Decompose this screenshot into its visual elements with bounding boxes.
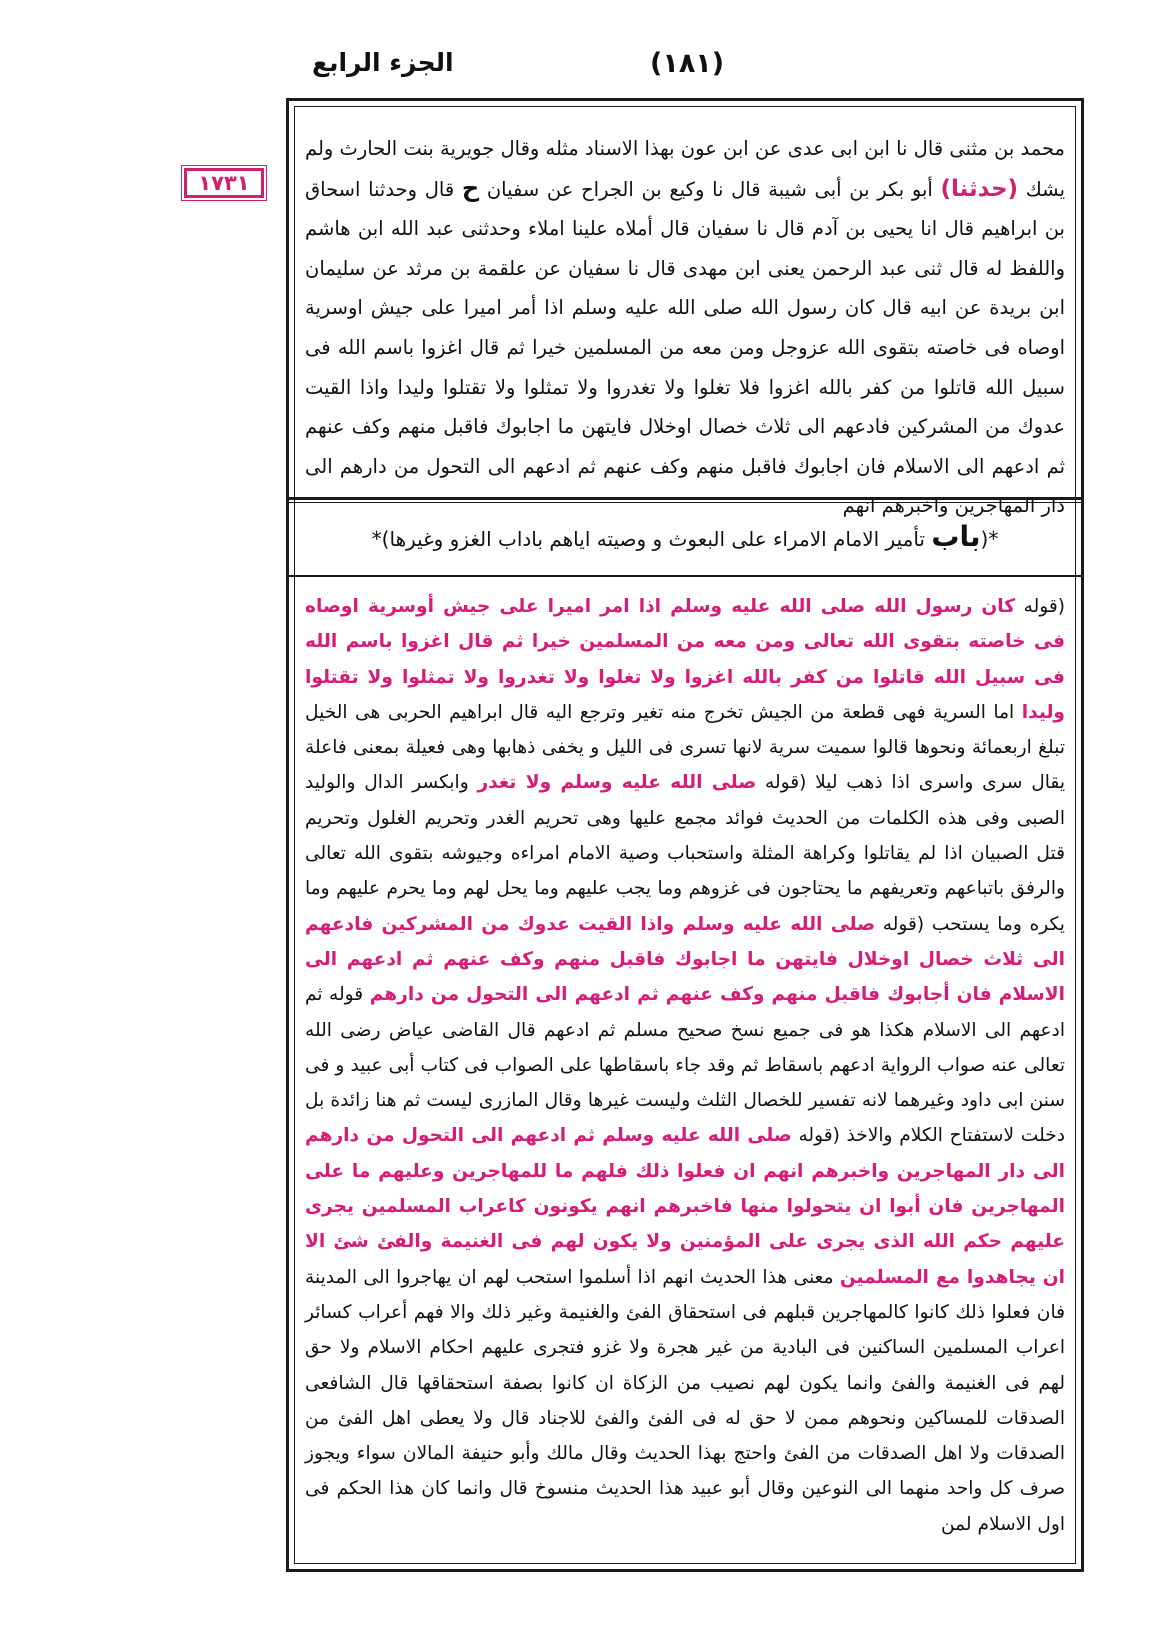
- tahwil-marker: ح: [461, 173, 480, 202]
- hadith-isnad-1: محمد بن مثنى قال نا ابن ابى عدى عن ابن عون بهذا الاسناد مثله وقال جويرية بنت الحارث ولم يشك: [305, 137, 1065, 201]
- chapter-open-mark: *(: [980, 527, 999, 551]
- commentary-quoted-hadith: كان رسول الله صلى الله عليه وسلم اذا امر اميرا على جيش أوسرية اوصاه فى خاصته بتقوى الله تعالى ومن معه من المسلمين خيرا ثم قال اغزوا باسم الله فى سبيل الله قاتلوا من كفر بالله اغزوا ولا تغلوا ولا تغدروا ولا تمثلوا ولا تقتلوا وليدا: [305, 596, 1065, 723]
- section-divider-bottom: [289, 575, 1081, 577]
- chapter-bab-word: باب: [931, 520, 981, 553]
- hadith-isnad-2: أبو بكر بن أبى شيبة قال نا وكيع بن الجراح عن سفيان: [479, 177, 941, 201]
- hadith-body: قال وحدثنا اسحاق بن ابراهيم قال انا يحيى بن آدم قال نا سفيان قال أملاه علينا املاء وحدثنى عبد الله ابن هاشم واللفظ له قال ثنى عبد الرحمن يعنى ابن مهدى قال نا سفيان عن علقمة بن مرثد عن سليمان ابن بريدة عن ابيه قال كان رسول الله صلى الله عليه وسلم اذا أمر اميرا على جيش اوسرية اوصاه فى خاصته بتقوى الله عزوجل ومن معه من المسلمين خيرا ثم قال اغزوا باسم الله فى سبيل الله قاتلوا من كفر بالله اغزوا فلا تغلوا ولا تغدروا ولا تمثلوا ولا تقتلوا وليدا واذا القيت عدوك من المشركين فادعهم الى ثلاث خصال اوخلال فايتهن ما اجابوك فاقبل منهم وكف عنهم ثم ادعهم الى الاسلام فان اجابوك فاقبل منهم وكف عنهم ثم ادعهم الى التحول من دارهم الى دار المهاجرين واخبرهم انهم: [305, 177, 1065, 518]
- commentary-segment: اما السرية فهى قطعة من الجيش تخرج منه تغير وترجع اليه قال ابراهيم الحربى هى الخيل تبلغ اربعمائة ونحوها قالوا سميت سرية لانها تسرى فى الليل و يخفى ذهابها وهى فعيلة بمعنى فاعلة يقال سرى واسرى اذا ذهب ليلا (قوله: [305, 701, 1065, 794]
- page-frame: [286, 98, 1084, 1572]
- section-divider-top: [289, 497, 1081, 503]
- commentary-quoted-hadith: صلى الله عليه وسلم ثم ادعهم الى التحول من دارهم الى دار المهاجرين واخبرهم انهم ان فعلوا ذلك فلهم ما للمهاجرين وعليهم ما على المهاجرين فان أبوا ان يتحولوا منها فاخبرهم انهم يكونون كاعراب المسلمين يجرى عليهم حكم الله الذى يجرى على المؤمنين ولا يكون لهم فى الغنيمة والفئ شئ الا ان يجاهدوا مع المسلمين: [305, 1125, 1065, 1288]
- hadith-text-block: [305, 129, 1065, 526]
- commentary-text-block: [305, 589, 1065, 1542]
- book-part-label: الجزء الرابع: [312, 48, 454, 77]
- commentary-segment: قوله ثم ادعهم الى الاسلام هكذا هو فى جميع نسخ صحيح مسلم ثم ادعهم قال القاضى عياض رضى الله تعالى عنه صواب الرواية ادعهم باسقاط ثم وقد جاء باسقاطها على الصواب فى كتاب أبى عبيد و فى سنن ابى داود وغيرهما لانه تفسير للخصال الثلث وليست غيرها وقال المازرى ليست ثم هنا زائدة بل دخلت لاستفتاح الكلام والاخذ (قوله: [305, 984, 1065, 1147]
- haddathana-label: (حدثنا): [940, 175, 1019, 202]
- commentary-segment: وابكسر الدال والوليد الصبى وفى هذه الكلمات من الحديث فوائد مجمع عليها وهى تحريم الغدر وتحريم الغلول وتحريم قتل الصبيان اذا لم يقاتلوا وكراهة المثلة واستحباب وصية الامام امراءه وجيوشه بتقوى الله تعالى والرفق باتباعهم وتعريفهم ما يحتاجون فى غزوهم وما يجب عليهم وما يحل لهم وما يحرم عليهم وما يكره وما يستحب (قوله: [305, 772, 1065, 935]
- chapter-heading: [305, 511, 1065, 563]
- page-number: (١٨١): [650, 48, 725, 79]
- chapter-title: تأمير الامام الامراء على البعوث و وصيته اياهم باداب الغزو وغيرها)*: [371, 527, 932, 551]
- hadith-number-badge: ١٧٣١: [184, 168, 264, 198]
- commentary-segment: (قوله: [1015, 596, 1066, 617]
- commentary-quoted-hadith: صلى الله عليه وسلم ولا تغدر: [477, 772, 757, 794]
- commentary-segment: معنى هذا الحديث انهم اذا أسلموا استحب لهم ان يهاجروا الى المدينة فان فعلوا ذلك كانوا كالمهاجرين قبلهم فى استحقاق الفئ والغنيمة وغير ذلك والا فهم أعراب كسائر اعراب المسلمين الساكنين فى البادية من غير هجرة ولا غزو فتجرى عليهم احكام الاسلام ولا حق لهم فى الغنيمة والفئ وانما يكون لهم نصيب من الزكاة ان كانوا بصفة استحقاقها قال الشافعى الصدقات للمساكين ونحوهم ممن لا حق له فى الفئ والفئ للاجناد قال ولا يعطى اهل الفئ من الصدقات ولا اهل الصدقات من الفئ واحتج بهذا الحديث وقال مالك وأبو حنيفة المالان سواء ويجوز صرف كل واحد منهما الى النوعين وقال أبو عبيد هذا الحديث منسوخ قال وانما كان هذا الحكم فى اول الاسلام لمن: [305, 1266, 1065, 1535]
- commentary-quoted-hadith: صلى الله عليه وسلم واذا القيت عدوك من المشركين فادعهم الى ثلاث خصال اوخلال فايتهن ما اجابوك فاقبل منهم وكف عنهم ثم ادعهم الى الاسلام فان أجابوك فاقبل منهم وكف عنهم ثم ادعهم الى التحول من دارهم: [305, 913, 1065, 1006]
